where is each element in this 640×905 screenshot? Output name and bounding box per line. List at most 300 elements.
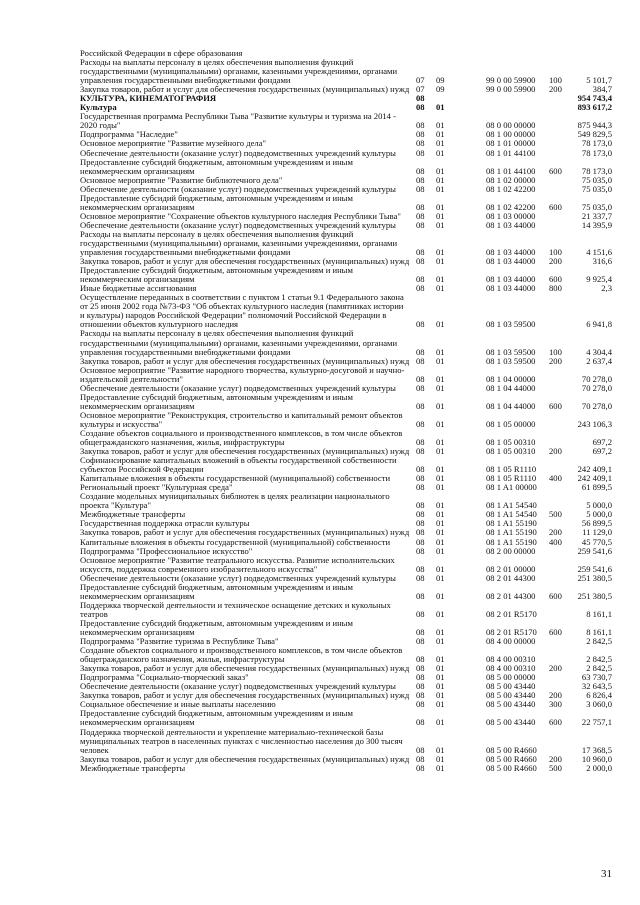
row-section-code: 08: [416, 590, 425, 601]
row-name: Основное мероприятие "Развитие библиотечного дела": [80, 174, 283, 185]
row-target-code: 08 5 00 43440: [486, 681, 536, 692]
row-section-code: 08: [416, 636, 425, 647]
row-subsection-code: 01: [436, 753, 445, 764]
row-subsection-code: 01: [436, 663, 445, 674]
row-name: Поддержка творческой деятельности и укрепление материально-технической базы муниципальных театров в населенных пунктах с численностью населения до 300 тысяч человек: [80, 726, 403, 755]
row-section-code: 08: [416, 138, 425, 149]
row-target-code: 08 5 00 00000: [486, 672, 536, 683]
row-name: Предоставление субсидий бюджетным, автономным учреждениям и иным некоммерческим организациям: [80, 708, 353, 728]
row-amount: 6 826,4: [586, 690, 612, 701]
row-name: Создание модельных муниципальных библиотек в целях реализации национального проекта "Культура": [80, 491, 390, 511]
row-amount: 259 541,6: [577, 563, 612, 574]
row-target-code: 08 1 04 00000: [486, 373, 536, 384]
row-amount: 384,7: [592, 84, 612, 95]
row-target-code: 08 1 04 44000: [486, 382, 536, 393]
row-subsection-code: 01: [436, 201, 445, 212]
row-name: Подпрограмма "Наследие": [80, 129, 178, 140]
row-amount: 893 617,2: [577, 102, 612, 113]
row-name: Расходы на выплаты персоналу в целях обеспечения выполнения функций государственными (муниципальными) органами, казенными учреждениями, органами управления государственными внебюджетными фондами: [80, 328, 398, 357]
table-row: [80, 366, 612, 384]
row-target-code: 08 1 05 00310: [486, 446, 536, 457]
row-subsection-code: 01: [436, 518, 445, 529]
row-expense-type: 600: [549, 590, 562, 601]
row-section-code: 08: [416, 762, 425, 773]
row-target-code: 08 1 A1 54540: [486, 509, 537, 520]
row-subsection-code: 01: [436, 527, 445, 538]
row-amount: 70 278,0: [581, 373, 612, 384]
row-section-code: 08: [416, 753, 425, 764]
row-amount: 251 380,5: [577, 590, 612, 601]
row-expense-type: 600: [549, 400, 562, 411]
row-subsection-code: 01: [436, 473, 445, 484]
row-target-code: 08 1 A1 55190: [486, 536, 537, 547]
row-amount: 251 380,5: [577, 572, 612, 583]
row-subsection-code: 01: [436, 464, 445, 475]
row-section-code: 08: [416, 283, 425, 294]
row-subsection-code: 01: [436, 174, 445, 185]
row-section-code: 08: [416, 418, 425, 429]
row-section-code: 08: [416, 437, 425, 448]
row-name: Предоставление субсидий бюджетным, автономным учреждениям и иным некоммерческим организациям: [80, 391, 353, 411]
row-amount: 6 941,8: [586, 319, 612, 330]
row-expense-type: 400: [549, 473, 562, 484]
row-name: Создание объектов социального и производственного комплексов, в том числе объектов общегражданского назначения, жилья, инфраструктуры: [80, 427, 403, 448]
row-target-code: 08 1 A1 54540: [486, 500, 537, 511]
row-expense-type: 200: [549, 84, 562, 95]
row-name: Закупка товаров, работ и услуг для обеспечения государственных (муниципальных) нужд: [80, 446, 410, 457]
row-name: Закупка товаров, работ и услуг для обеспечения государственных (муниципальных) нужд: [80, 663, 410, 674]
row-target-code: 08 1 A1 55190: [486, 518, 537, 529]
row-section-code: 08: [416, 247, 425, 258]
row-name: КУЛЬТУРА, КИНЕМАТОГРАФИЯ: [80, 93, 217, 104]
row-section-code: 08: [416, 473, 425, 484]
row-name: Расходы на выплаты персоналу в целях обеспечения выполнения функций государственными (муниципальными) органами, казенными учреждениями, органами управления государственными внебюджетными фондами: [80, 57, 398, 86]
row-expense-type: 500: [549, 762, 562, 773]
table-row: [80, 158, 612, 176]
row-section-code: 08: [416, 572, 425, 583]
row-section-code: 08: [416, 102, 425, 113]
row-subsection-code: 01: [436, 382, 445, 393]
row-subsection-code: 01: [436, 690, 445, 701]
row-target-code: 08 5 00 43440: [486, 690, 536, 701]
row-section-code: 08: [416, 527, 425, 538]
row-section-code: 08: [416, 518, 425, 529]
row-subsection-code: 01: [436, 500, 445, 511]
row-name: Предоставление субсидий бюджетным, автономным учреждениям и иным некоммерческим организациям: [80, 156, 353, 176]
row-section-code: 07: [416, 84, 425, 95]
table-row: [80, 556, 612, 574]
row-amount: 5 000,0: [586, 509, 612, 520]
row-target-code: 08 1 03 59500: [486, 319, 536, 330]
row-name: Предоставление субсидий бюджетным, автономным учреждениям и иным некоммерческим организациям: [80, 265, 353, 285]
row-subsection-code: 01: [436, 681, 445, 692]
row-target-code: 99 0 00 59900: [486, 84, 536, 95]
row-amount: 70 278,0: [581, 400, 612, 411]
row-name: Культура: [80, 102, 117, 113]
row-expense-type: 200: [549, 753, 562, 764]
table-row: [80, 194, 612, 212]
row-section-code: 08: [416, 183, 425, 194]
row-amount: 45 770,5: [581, 536, 612, 547]
row-section-code: 08: [416, 663, 425, 674]
row-target-code: 08 2 01 44300: [486, 590, 536, 601]
row-expense-type: 100: [549, 346, 562, 357]
row-target-code: 99 0 00 59900: [486, 75, 536, 86]
row-name: Подпрограмма "Социально-творческий заказ": [80, 672, 249, 683]
row-amount: 17 368,5: [581, 744, 612, 755]
row-amount: 2 637,4: [586, 355, 612, 366]
row-subsection-code: 01: [436, 545, 445, 556]
row-amount: 8 161,1: [586, 608, 612, 619]
row-name: Закупка товаров, работ и услуг для обеспечения государственных (муниципальных) нужд: [80, 527, 410, 538]
row-subsection-code: 01: [436, 165, 445, 176]
row-subsection-code: 01: [436, 346, 445, 357]
row-target-code: 08 1 03 44000: [486, 283, 536, 294]
row-subsection-code: 01: [436, 762, 445, 773]
row-amount: 63 730,7: [581, 672, 612, 683]
row-target-code: 08 5 00 R4660: [486, 753, 537, 764]
table-row: [80, 94, 612, 103]
row-amount: 4 151,6: [586, 247, 612, 258]
row-section-code: 08: [416, 446, 425, 457]
row-name: Обеспечение деятельности (оказание услуг) подведомственных учреждений культуры: [80, 219, 396, 230]
row-expense-type: 100: [549, 247, 562, 258]
row-subsection-code: 01: [436, 274, 445, 285]
row-name: Капитальные вложения в объекты государственной (муниципальной) собственности: [80, 536, 391, 547]
row-section-code: 08: [416, 699, 425, 710]
table-row: [80, 266, 612, 284]
table-row: [80, 112, 612, 130]
row-section-code: 08: [416, 274, 425, 285]
row-expense-type: 800: [549, 283, 562, 294]
row-name: Предоставление субсидий бюджетным, автономным учреждениям и иным некоммерческим организациям: [80, 617, 353, 637]
row-amount: 2 000,0: [586, 762, 612, 773]
row-amount: 9 925,4: [586, 274, 612, 285]
row-subsection-code: 01: [436, 572, 445, 583]
row-section-code: 08: [416, 201, 425, 212]
row-amount: 243 106,3: [577, 418, 612, 429]
row-section-code: 08: [416, 319, 425, 330]
row-target-code: 08 1 04 44000: [486, 400, 536, 411]
row-name: Обеспечение деятельности (оказание услуг) подведомственных учреждений культуры: [80, 147, 396, 158]
row-amount: 8 161,1: [586, 627, 612, 637]
row-target-code: 08 1 01 44100: [486, 165, 536, 176]
row-amount: 75 035,0: [581, 183, 612, 194]
row-subsection-code: 01: [436, 536, 445, 547]
row-section-code: 08: [416, 500, 425, 511]
row-name: Обеспечение деятельности (оказание услуг) подведомственных учреждений культуры: [80, 572, 396, 583]
table-row: [80, 583, 612, 601]
row-subsection-code: 01: [436, 102, 445, 113]
row-name: Подпрограмма "Развитие туризма в Республике Тыва": [80, 636, 279, 647]
table-row: [80, 429, 612, 447]
table-row: [80, 728, 612, 755]
row-amount: 2 842,5: [586, 636, 612, 647]
row-expense-type: 300: [549, 699, 562, 710]
row-subsection-code: 01: [436, 744, 445, 755]
table-row: [80, 764, 612, 773]
row-expense-type: 200: [549, 690, 562, 701]
row-subsection-code: 01: [436, 247, 445, 258]
row-name: Социальное обеспечение и иные выплаты населению: [80, 699, 276, 710]
row-name: Иные бюджетные ассигнования: [80, 283, 197, 294]
row-subsection-code: 09: [436, 75, 445, 86]
row-amount: 61 899,5: [581, 482, 612, 493]
row-expense-type: 200: [549, 355, 562, 366]
table-row: [80, 230, 612, 257]
row-section-code: 08: [416, 355, 425, 366]
row-target-code: 08 5 00 43440: [486, 699, 536, 710]
row-amount: 5 000,0: [586, 500, 612, 511]
row-section-code: 08: [416, 545, 425, 556]
row-section-code: 08: [416, 717, 425, 728]
row-subsection-code: 01: [436, 636, 445, 647]
row-section-code: 08: [416, 346, 425, 357]
row-section-code: 08: [416, 509, 425, 520]
row-section-code: 08: [416, 690, 425, 701]
row-amount: 954 743,4: [577, 93, 612, 104]
row-section-code: 07: [416, 75, 425, 86]
row-target-code: 08 2 00 00000: [486, 545, 536, 556]
row-name: Основное мероприятие "Развитие театрального искусства. Развитие исполнительских искусств, поддержка современного изобразительного искусства": [80, 554, 395, 574]
row-name: Закупка товаров, работ и услуг для обеспечения государственных (муниципальных) нужд: [80, 355, 410, 366]
row-subsection-code: 01: [436, 608, 445, 619]
row-expense-type: 600: [549, 627, 562, 637]
table-row: [80, 619, 612, 637]
row-section-code: 08: [416, 672, 425, 683]
row-name: Обеспечение деятельности (оказание услуг) подведомственных учреждений культуры: [80, 681, 396, 692]
row-target-code: 08 1 03 59500: [486, 355, 536, 366]
row-section-code: 08: [416, 210, 425, 221]
row-subsection-code: 01: [436, 627, 445, 637]
row-amount: 14 395,9: [581, 219, 612, 230]
table-row: [80, 58, 612, 85]
row-name: Межбюджетные трансферты: [80, 762, 186, 773]
row-subsection-code: 01: [436, 699, 445, 710]
row-expense-type: 400: [549, 536, 562, 547]
table-row: [80, 492, 612, 510]
row-subsection-code: 01: [436, 129, 445, 140]
row-expense-type: 600: [549, 717, 562, 728]
row-subsection-code: 01: [436, 437, 445, 448]
row-section-code: 08: [416, 93, 425, 104]
row-target-code: 08 1 05 00310: [486, 437, 536, 448]
row-name: Создание объектов социального и производственного комплексов, в том числе объектов общегражданского назначения, жилья, инфраструктуры: [80, 645, 403, 665]
row-amount: 549 829,5: [577, 129, 612, 140]
row-name: Закупка товаров, работ и услуг для обеспечения государственных (муниципальных) нужд: [80, 690, 410, 701]
row-name: Основное мероприятие "Развитие народного творчества, культурно-досуговой и научно-издательской деятельности": [80, 364, 405, 384]
table-row: [80, 456, 612, 474]
table-row: [80, 411, 612, 429]
row-amount: 3 060,0: [586, 699, 612, 710]
row-name: Предоставление субсидий бюджетным, автономным учреждениям и иным некоммерческим организациям: [80, 581, 353, 601]
table-row: [80, 293, 612, 329]
row-subsection-code: 01: [436, 210, 445, 221]
row-target-code: 08 4 00 00310: [486, 654, 536, 665]
row-name: Софинансирование капитальных вложений в объекты государственной собственности субъектов Российской Федерации: [80, 455, 397, 475]
row-expense-type: 200: [549, 256, 562, 267]
row-name: Закупка товаров, работ и услуг для обеспечения государственных (муниципальных) нужд: [80, 84, 410, 95]
row-section-code: 08: [416, 681, 425, 692]
row-section-code: 08: [416, 373, 425, 384]
table-row: [80, 709, 612, 727]
row-target-code: 08 1 03 59500: [486, 346, 536, 357]
row-section-code: 08: [416, 256, 425, 267]
row-section-code: 08: [416, 608, 425, 619]
row-subsection-code: 01: [436, 256, 445, 267]
row-target-code: 08 2 01 44300: [486, 572, 536, 583]
row-subsection-code: 01: [436, 717, 445, 728]
row-amount: 22 757,1: [581, 717, 612, 728]
row-section-code: 08: [416, 129, 425, 140]
row-amount: 75 035,0: [581, 201, 612, 212]
row-target-code: 08 1 02 00000: [486, 174, 536, 185]
row-name: Российской Федерации в сфере образования: [80, 48, 243, 58]
row-target-code: 08 1 03 00000: [486, 210, 536, 221]
row-subsection-code: 01: [436, 446, 445, 457]
row-amount: 78 173,0: [581, 138, 612, 149]
row-subsection-code: 01: [436, 120, 445, 131]
row-subsection-code: 01: [436, 355, 445, 366]
page-number: 31: [601, 868, 612, 880]
row-section-code: 08: [416, 400, 425, 411]
row-section-code: 08: [416, 219, 425, 230]
row-subsection-code: 01: [436, 283, 445, 294]
table-row: [80, 646, 612, 664]
row-name: Капитальные вложения в объекты государственной (муниципальной) собственности: [80, 473, 391, 484]
row-name: Межбюджетные трансферты: [80, 509, 186, 520]
row-subsection-code: 01: [436, 319, 445, 330]
row-target-code: 08 1 A1 00000: [486, 482, 537, 493]
row-name: Обеспечение деятельности (оказание услуг) подведомственных учреждений культуры: [80, 183, 396, 194]
row-section-code: 08: [416, 482, 425, 493]
row-target-code: 08 4 00 00310: [486, 663, 536, 674]
row-section-code: 08: [416, 120, 425, 131]
row-target-code: 08 1 03 44000: [486, 256, 536, 267]
row-amount: 78 173,0: [581, 147, 612, 158]
row-amount: 2 842,5: [586, 654, 612, 665]
row-expense-type: 600: [549, 201, 562, 212]
row-target-code: 08 1 03 44000: [486, 219, 536, 230]
row-target-code: 08 1 03 44000: [486, 274, 536, 285]
row-name: Обеспечение деятельности (оказание услуг) подведомственных учреждений культуры: [80, 382, 396, 393]
row-amount: 242 409,1: [577, 473, 612, 484]
row-target-code: 08 1 03 44000: [486, 247, 536, 258]
row-subsection-code: 01: [436, 654, 445, 665]
row-expense-type: 200: [549, 446, 562, 457]
row-target-code: 08 1 01 44100: [486, 147, 536, 158]
budget-table: [80, 49, 612, 773]
row-expense-type: 100: [549, 75, 562, 86]
row-amount: 32 643,5: [581, 681, 612, 692]
row-name: Закупка товаров, работ и услуг для обеспечения государственных (муниципальных) нужд: [80, 256, 410, 267]
row-subsection-code: 01: [436, 183, 445, 194]
row-amount: 697,2: [592, 437, 612, 448]
row-name: Осуществление переданных в соответствии с пунктом 1 статьи 9.1 Федерального закона от 25 июня 2002 года №73-ФЗ "Об объектах культурного наследия (памятниках истории и культуры) народов Российской Федерации" полномочий Российской Федерации в отношении объектов культурного наследия: [80, 292, 404, 330]
row-expense-type: 600: [549, 274, 562, 285]
row-subsection-code: 01: [436, 509, 445, 520]
row-amount: 78 173,0: [581, 165, 612, 176]
row-section-code: 08: [416, 382, 425, 393]
row-amount: 697,2: [592, 446, 612, 457]
row-section-code: 08: [416, 536, 425, 547]
row-target-code: 08 1 05 R1110: [486, 464, 537, 475]
row-subsection-code: 01: [436, 418, 445, 429]
row-amount: 75 035,0: [581, 174, 612, 185]
row-target-code: 08 1 05 R1110: [486, 473, 537, 484]
row-subsection-code: 01: [436, 482, 445, 493]
row-expense-type: 200: [549, 663, 562, 674]
row-amount: 56 899,5: [581, 518, 612, 529]
row-amount: 4 304,4: [586, 346, 612, 357]
row-name: Основное мероприятие "Развитие музейного дела": [80, 138, 267, 149]
row-subsection-code: 01: [436, 373, 445, 384]
row-amount: 21 337,7: [581, 210, 612, 221]
row-amount: 2,3: [601, 283, 612, 294]
row-section-code: 08: [416, 165, 425, 176]
row-target-code: 08 5 00 43440: [486, 717, 536, 728]
row-expense-type: 200: [549, 527, 562, 538]
row-target-code: 08 5 00 R4660: [486, 744, 537, 755]
row-section-code: 08: [416, 563, 425, 574]
row-target-code: 08 1 02 42200: [486, 183, 536, 194]
row-amount: 5 101,7: [586, 75, 612, 86]
row-subsection-code: 01: [436, 563, 445, 574]
row-subsection-code: 01: [436, 219, 445, 230]
row-subsection-code: 01: [436, 400, 445, 411]
row-name: Подпрограмма "Профессиональное искусство": [80, 545, 253, 556]
row-section-code: 08: [416, 174, 425, 185]
row-section-code: 08: [416, 654, 425, 665]
table-row: [80, 393, 612, 411]
row-target-code: 08 1 A1 55190: [486, 527, 537, 538]
row-amount: 10 960,0: [581, 753, 612, 764]
row-subsection-code: 01: [436, 590, 445, 601]
row-name: Предоставление субсидий бюджетным, автономным учреждениям и иным некоммерческим организациям: [80, 192, 353, 212]
row-name: Поддержка творческой деятельности и техническое оснащение детских и кукольных театров: [80, 599, 391, 619]
row-section-code: 08: [416, 147, 425, 158]
row-name: Региональный проект "Культурная среда": [80, 482, 233, 493]
row-subsection-code: 09: [436, 84, 445, 95]
row-target-code: 08 1 01 00000: [486, 138, 536, 149]
row-name: Закупка товаров, работ и услуг для обеспечения государственных (муниципальных) нужд: [80, 753, 410, 764]
row-expense-type: 500: [549, 509, 562, 520]
row-name: Расходы на выплаты персоналу в целях обеспечения выполнения функций государственными (муниципальными) органами, казенными учреждениями, органами управления государственными внебюджетными фондами: [80, 228, 398, 258]
row-target-code: 08 4 00 00000: [486, 636, 536, 647]
row-expense-type: 600: [549, 165, 562, 176]
row-name: Основное мероприятие "Сохранение объектов культурного наследия Республики Тыва": [80, 210, 401, 221]
table-row: [80, 601, 612, 619]
row-amount: 2 842,5: [586, 663, 612, 674]
row-target-code: 08 2 01 R5170: [486, 608, 537, 619]
row-section-code: 08: [416, 744, 425, 755]
row-target-code: 08 1 02 42200: [486, 201, 536, 212]
row-amount: 875 944,3: [577, 120, 612, 131]
row-name: Основное мероприятие "Реконструкция, строительство и капитальный ремонт объектов культуры и искусства": [80, 409, 403, 429]
row-name: Государственная поддержка отрасли культуры: [80, 518, 250, 529]
row-section-code: 08: [416, 627, 425, 637]
row-amount: 242 409,1: [577, 464, 612, 475]
row-amount: 70 278,0: [581, 382, 612, 393]
row-target-code: 08 5 00 R4660: [486, 762, 537, 773]
row-target-code: 08 2 01 00000: [486, 563, 536, 574]
row-target-code: 08 2 01 R5170: [486, 627, 537, 637]
row-target-code: 08 1 00 00000: [486, 129, 536, 140]
row-amount: 259 541,6: [577, 545, 612, 556]
row-amount: 316,6: [592, 256, 612, 267]
row-subsection-code: 01: [436, 138, 445, 149]
row-amount: 11 129,0: [582, 527, 612, 538]
